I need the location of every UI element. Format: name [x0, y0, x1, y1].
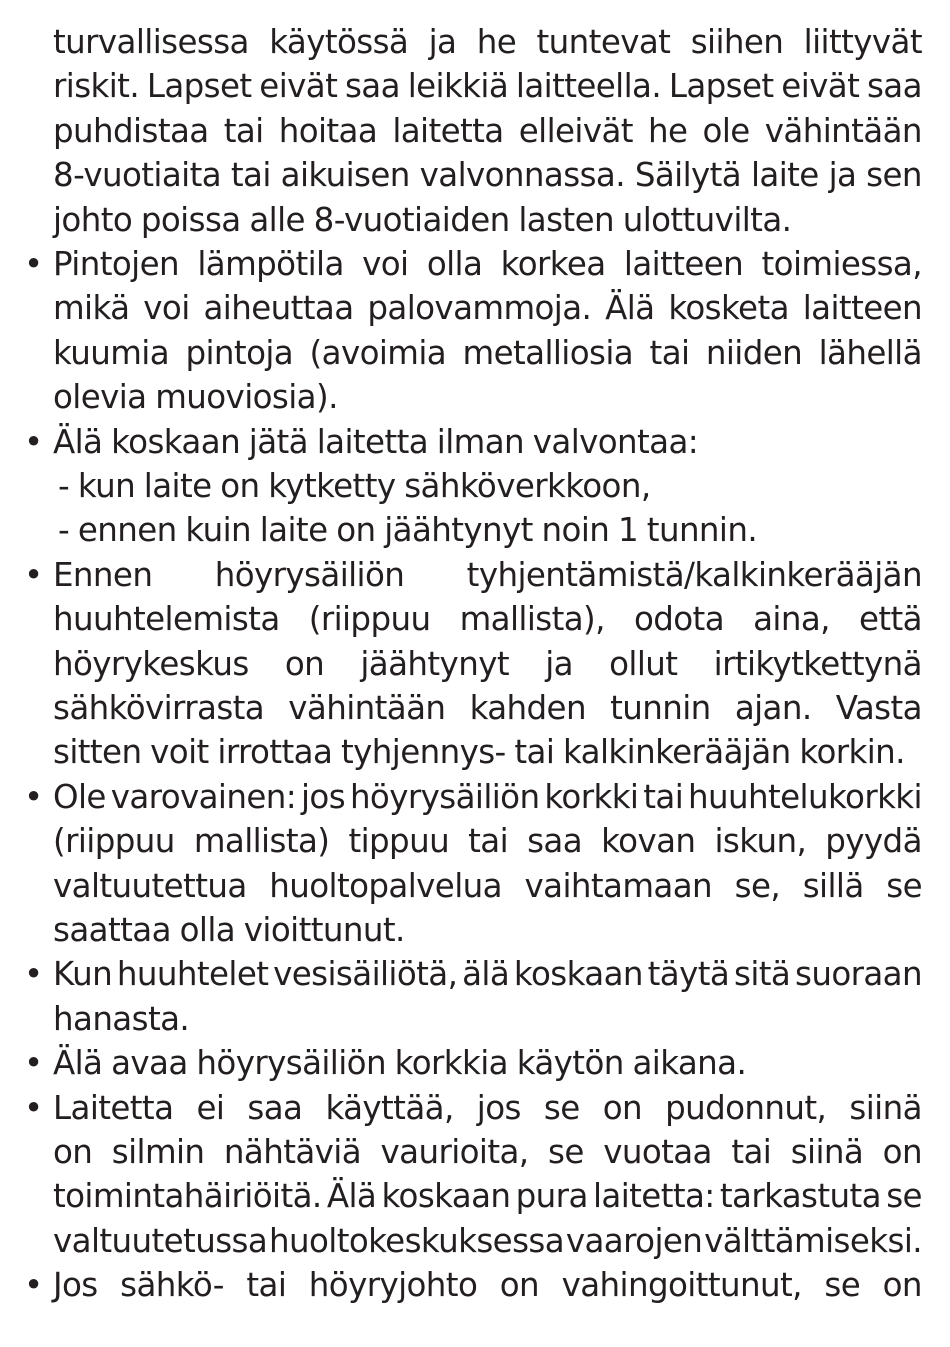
word: koskaan: [513, 955, 643, 994]
word: laitteella.: [515, 67, 662, 106]
word: olla: [426, 245, 483, 283]
word: tai: [246, 1266, 287, 1305]
text-line: [53, 1219, 922, 1263]
word: 8-vuotiaita: [53, 156, 222, 195]
word: saa: [866, 67, 922, 106]
word: koskaan: [381, 1177, 511, 1216]
word: puhdistaa: [53, 111, 209, 150]
word: tuntevat: [536, 23, 671, 61]
word: Jos: [53, 1266, 98, 1305]
bullet-icon: •: [24, 555, 43, 594]
word: tai: [223, 111, 264, 150]
word: on: [882, 1266, 922, 1305]
text-line: [53, 642, 922, 686]
word: se: [543, 1088, 580, 1127]
word: voi: [143, 289, 190, 328]
word: tai: [643, 777, 684, 816]
word: laitteen: [623, 245, 744, 283]
word: palovammoja.: [367, 289, 592, 328]
word: huuhtelet: [116, 955, 269, 994]
word: sähkövirrasta: [53, 689, 265, 727]
word: käyttää,: [325, 1088, 454, 1127]
word: sen: [866, 156, 922, 195]
word: tai: [468, 822, 509, 861]
text-line: Älä avaa höyrysäiliön korkkia käytön aikana.: [53, 1044, 747, 1083]
word: huuhtelemista: [53, 600, 280, 639]
word: nähtäviä: [223, 1133, 362, 1171]
word: pura: [515, 1177, 588, 1216]
text-line: [53, 553, 922, 597]
text-line: [53, 1086, 922, 1130]
bullet-icon: •: [24, 1044, 43, 1083]
word: leikkiä: [407, 67, 509, 106]
word: sillä: [802, 866, 864, 905]
bullet-icon: •: [24, 777, 43, 816]
word: tarkastuta: [719, 1177, 881, 1216]
word: korkea: [500, 245, 606, 283]
word: ja: [828, 156, 857, 195]
word: elleivät: [518, 111, 633, 150]
word: on: [53, 1133, 93, 1171]
word: saa: [344, 67, 400, 106]
word: laite: [750, 156, 819, 195]
word: aiheuttaa: [203, 289, 354, 328]
word: mikä: [53, 289, 130, 328]
word: kovan: [601, 822, 696, 861]
word: korkki: [544, 777, 639, 816]
word: niiden: [705, 333, 803, 372]
text-line: [53, 864, 922, 908]
word: höyrysäiliön: [214, 555, 405, 594]
word: käytössä: [269, 23, 409, 61]
word: Kun: [53, 955, 113, 994]
word: tai: [731, 1133, 772, 1171]
word: vuotaa: [603, 1133, 712, 1171]
word: tai: [230, 156, 271, 195]
text-line: [53, 1130, 922, 1174]
word: turvallisessa: [53, 23, 249, 61]
word: kahden: [469, 689, 586, 727]
word: Ennen: [53, 555, 153, 594]
word: huoltokeskuksessa: [268, 1221, 565, 1260]
text-line: hanasta.: [53, 999, 190, 1038]
word: höyryjohto: [308, 1266, 478, 1305]
text-line: [53, 20, 922, 64]
word: vahingoittunut,: [561, 1266, 802, 1305]
word: valtuutetussa: [53, 1221, 268, 1260]
word: on: [284, 644, 325, 683]
word: ja: [545, 644, 573, 683]
word: älä: [462, 955, 510, 994]
text-line: [53, 153, 922, 197]
text-line: [53, 242, 922, 286]
word: he: [476, 23, 517, 61]
word: vaihtamaan: [524, 866, 713, 905]
word: laitteen: [802, 289, 922, 328]
word: eivät: [259, 67, 338, 106]
word: ollut: [609, 644, 678, 683]
text-line: [53, 64, 922, 108]
word: vaurioita,: [380, 1133, 529, 1171]
sub-item-line: - ennen kuin laite on jäähtynyt noin 1 tunnin.: [58, 511, 758, 550]
word: lämpötila: [197, 245, 344, 283]
bullet-icon: •: [24, 955, 43, 994]
word: silmin: [111, 1133, 205, 1171]
word: toimintahäiriöitä.: [53, 1177, 322, 1216]
word: Lapset: [146, 67, 252, 106]
word: riskit.: [53, 67, 140, 106]
word: odota: [633, 600, 725, 639]
word: he: [648, 111, 688, 150]
text-line: [53, 686, 922, 730]
word: metalliosia: [462, 333, 634, 372]
text-line: [53, 952, 922, 996]
word: kosketa: [668, 289, 789, 328]
word: aina,: [753, 600, 830, 639]
word: on: [882, 1133, 922, 1171]
word: se: [886, 1177, 922, 1216]
word: siinä: [849, 1088, 922, 1127]
word: Ole: [53, 777, 106, 816]
text-line: sitten voit irrottaa tyhjennys- tai kalkinkerääjän korkin.: [53, 733, 905, 772]
word: laitetta:: [592, 1177, 715, 1216]
text-line: Älä koskaan jätä laitetta ilman valvontaa:: [53, 422, 699, 461]
word: Älä: [326, 1177, 377, 1216]
word: mallista): [193, 822, 330, 861]
word: (riippuu: [308, 600, 431, 639]
word: se,: [734, 866, 781, 905]
word: ajan.: [734, 689, 812, 727]
word: hoitaa: [278, 111, 378, 150]
word: se: [824, 1266, 861, 1305]
word: laitetta: [392, 111, 504, 150]
word: aikuisen: [280, 156, 410, 195]
word: Pintojen: [53, 245, 179, 283]
word: siihen: [690, 23, 784, 61]
text-line: [53, 1174, 922, 1218]
text-line: [53, 286, 922, 330]
bullet-icon: •: [24, 422, 43, 461]
word: saa: [247, 1088, 303, 1127]
word: vaarojen: [565, 1221, 703, 1260]
word: liittyvät: [803, 23, 922, 61]
word: höyrykeskus: [53, 644, 249, 683]
text-line: [53, 1263, 922, 1307]
word: vesisäiliötä,: [273, 955, 458, 994]
word: sitä: [733, 955, 791, 994]
bullet-icon: •: [24, 1266, 43, 1305]
word: kuumia: [53, 333, 170, 372]
word: on: [602, 1088, 642, 1127]
text-line: [53, 331, 922, 375]
word: sähkö-: [120, 1266, 224, 1305]
sub-item-line: - kun laite on kytketty sähköverkkoon,: [58, 467, 651, 505]
word: voi: [362, 245, 409, 283]
word: täytä: [647, 955, 730, 994]
text-line: johto poissa alle 8-vuotiaiden lasten ulottuvilta.: [53, 200, 792, 239]
word: se: [886, 866, 922, 905]
word: Älä: [605, 289, 655, 328]
word: irtikytkettynä: [713, 644, 922, 683]
word: Lapset: [668, 67, 774, 106]
word: saa: [527, 822, 583, 861]
word: jos: [301, 777, 346, 816]
bullet-icon: •: [24, 1088, 43, 1127]
word: se: [548, 1133, 584, 1171]
word: vähintään: [288, 689, 446, 727]
word: jäähtynyt: [360, 644, 509, 683]
word: tai: [649, 333, 690, 372]
word: iskun,: [714, 822, 807, 861]
bullet-icon: •: [24, 245, 43, 283]
word: tippuu: [348, 822, 450, 861]
word: lähellä: [818, 333, 922, 372]
word: suoraan: [794, 955, 922, 994]
word: pyydä: [825, 822, 922, 861]
text-line: [53, 109, 922, 153]
word: on: [499, 1266, 540, 1305]
word: jos: [476, 1088, 521, 1127]
text-line: saattaa olla vioittunut.: [53, 911, 405, 949]
word: (riippuu: [53, 822, 175, 861]
word: pintoja: [185, 333, 294, 372]
word: Säilytä: [634, 156, 742, 195]
word: valvonnassa.: [419, 156, 625, 195]
word: valtuutettua: [53, 866, 247, 905]
text-line: [53, 597, 922, 641]
word: ja: [428, 23, 457, 61]
word: toimiessa,: [761, 245, 922, 283]
word: siinä: [790, 1133, 864, 1171]
text-line: olevia muoviosia).: [53, 378, 338, 417]
word: höyrysäiliön: [349, 777, 540, 816]
text-line: [53, 819, 922, 863]
word: vähintään: [764, 111, 922, 150]
word: huuhtelukorkki: [688, 777, 922, 816]
word: pudonnut,: [665, 1088, 827, 1127]
word: Vasta: [835, 689, 922, 727]
word: eivät: [781, 67, 860, 106]
word: että: [859, 600, 922, 639]
word: tunnin: [610, 689, 711, 727]
word: (avoimia: [309, 333, 447, 372]
text-line: [53, 775, 922, 819]
word: mallista),: [459, 600, 605, 639]
word: huoltopalvelua: [269, 866, 502, 905]
word: välttämiseksi.: [704, 1221, 922, 1260]
word: ei: [196, 1088, 225, 1127]
word: varovainen:: [110, 777, 297, 816]
word: tyhjentämistä/kalkinkerääjän: [466, 555, 922, 594]
word: Laitetta: [53, 1088, 174, 1127]
word: ole: [702, 111, 750, 150]
